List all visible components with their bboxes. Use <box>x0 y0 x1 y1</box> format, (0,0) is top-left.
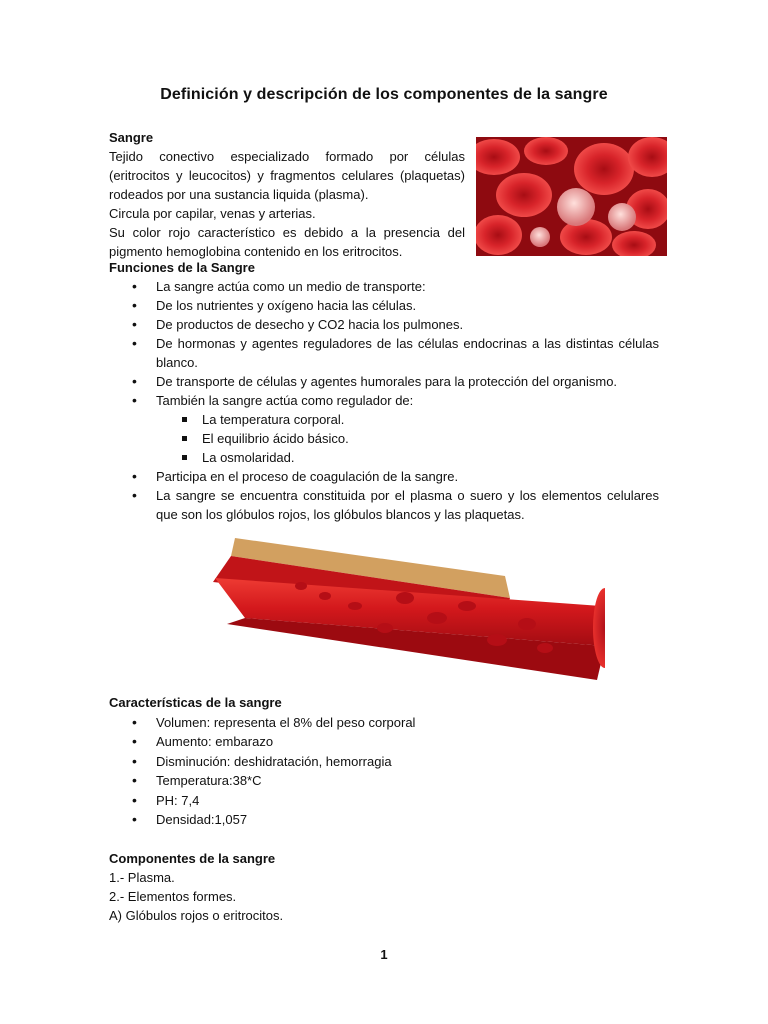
sangre-paragraph: Circula por capilar, venas y arterias. <box>109 206 316 221</box>
list-item: • La sangre actúa como un medio de transporte: <box>109 277 659 296</box>
list-item: • De transporte de células y agentes humorales para la protección del organismo. <box>109 372 659 391</box>
list-item-text: También la sangre actúa como regulador de: <box>156 393 414 408</box>
red-blood-cells-image <box>476 137 667 256</box>
funciones-heading: Funciones de la Sangre <box>109 260 255 275</box>
list-item: • De hormonas y agentes reguladores de las células endocrinas a las distintas células blanco. <box>109 334 659 372</box>
caracteristicas-section <box>109 693 659 830</box>
sangre-paragraph: Tejido conectivo especializado formado por células (eritrocitos y leucocitos) y fragmentos celulares (plaquetas) rodeados por una sustancia liquida (plasma). <box>109 149 465 202</box>
list-item: • Densidad:1,057 <box>109 810 659 830</box>
sangre-section <box>109 128 465 261</box>
sangre-paragraph: Su color rojo característico es debido a la presencia del pigmento hemoglobina contenido en los eritrocitos. <box>109 225 465 259</box>
blood-vessel-image <box>205 528 605 696</box>
componentes-line: 2.- Elementos formes. <box>109 889 237 904</box>
componentes-line: A) Glóbulos rojos o eritrocitos. <box>109 908 284 923</box>
list-item: • La sangre se encuentra constituida por el plasma o suero y los elementos celulares que son los glóbulos rojos, los glóbulos blancos y las plaquetas. <box>109 486 659 524</box>
list-item: • Participa en el proceso de coagulación de la sangre. <box>109 467 659 486</box>
sub-list-item: La osmolaridad. <box>156 448 659 467</box>
list-item: • De productos de desecho y CO2 hacia los pulmones. <box>109 315 659 334</box>
sub-list-item: El equilibrio ácido básico. <box>156 429 659 448</box>
componentes-heading: Componentes de la sangre <box>109 851 276 866</box>
sub-list-item: La temperatura corporal. <box>156 410 659 429</box>
componentes-line: 1.- Plasma. <box>109 870 175 885</box>
caracteristicas-list <box>109 713 659 830</box>
list-item: • De los nutrientes y oxígeno hacia las células. <box>109 296 659 315</box>
list-item: • Temperatura:38*C <box>109 771 659 791</box>
regulador-sublist <box>156 410 659 467</box>
list-item: • Volumen: representa el 8% del peso corporal <box>109 713 659 733</box>
list-item: • PH: 7,4 <box>109 791 659 811</box>
page-number: 1 <box>380 947 388 962</box>
funciones-list <box>109 277 659 524</box>
list-item <box>109 391 659 467</box>
page-title: Definición y descripción de los componentes de la sangre <box>160 86 608 103</box>
list-item: • Disminución: deshidratación, hemorragia <box>109 752 659 772</box>
sangre-heading: Sangre <box>109 130 154 145</box>
funciones-section <box>109 258 659 524</box>
caracteristicas-heading: Características de la sangre <box>109 695 282 710</box>
componentes-section <box>109 849 659 925</box>
list-item: • Aumento: embarazo <box>109 732 659 752</box>
